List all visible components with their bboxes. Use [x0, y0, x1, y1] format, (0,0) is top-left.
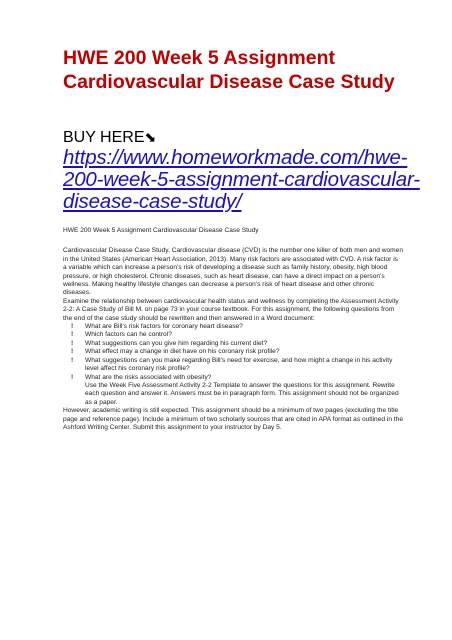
list-item: ! What are the risks associated with obesity? — [71, 373, 212, 381]
bullet-icon: ! — [71, 373, 74, 381]
purchase-link[interactable]: https://www.homeworkmade.com/hwe-200-week-5-assignment-cardiovascular-disease-case-study/ — [63, 146, 420, 213]
template-note: Use the Week Five Assessment Activity 2-2 Template to answer the questions for this assignment. Rewrite each question and answer it. Answers must be in paragraph form. This assignment should not be organized as a paper. — [85, 381, 399, 406]
question-list-last — [63, 374, 403, 382]
closing-paragraph: However, academic writing is still expected. This assignment should be a minimum of two pages (excluding the title page and reference page). Include a minimum of two scholarly sources that are cited in APA format as outlined in the Ashford Writing Center. Submit this assignment to your instructor by Day 5. — [63, 407, 404, 431]
doc-heading: HWE 200 Week 5 Assignment Cardiovascular Disease Case Study — [63, 227, 259, 234]
document-title: HWE 200 Week 5 Assignment Cardiovascular Disease Case Study — [63, 47, 395, 93]
question-continuation: level affect his coronary risk profile? — [85, 365, 190, 373]
examine-paragraph: Examine the relationship between cardiovascular health status and wellness by completing the Assessment Activity 2-2: A Case Study of Bill M. on page 73 in your course textbook. For this assignment, the following questions from the end of the case study should be rewritten and then answered in a Word document: — [63, 297, 399, 322]
bullet-icon: ! — [71, 331, 74, 339]
buy-here-text: BUY HERE — [63, 129, 145, 146]
buy-here-label — [63, 128, 156, 147]
bullet-icon: ! — [71, 356, 74, 364]
list-item: ! What effect may a change in diet have on his coronary risk profile? — [71, 348, 280, 356]
bullet-icon: ! — [71, 339, 74, 347]
list-item: ! What suggestions can you make regarding Bill’s need for exercise, and how might a change in his activity — [71, 356, 393, 364]
bullet-icon: ! — [71, 348, 74, 356]
list-item: ! What are Bill’s risk factors for coronary heart disease? — [71, 323, 243, 331]
intro-paragraph: Cardiovascular Disease Case Study. Cardiovascular disease (CVD) is the number one killer of both men and women in the United States (American Heart Association, 2013). Many risk factors are associated with CVD. A risk factor is a variable which can increase a person’s risk of developing a disease such as family history, obesity, high blood pressure, or high cholesterol. Chronic diseases, such as heart disease, can have a direct impact on a person’s wellness. Making healthy lifestyle changes can decrease a person’s risk of heart disease and other chronic diseases. — [63, 247, 403, 297]
bullet-icon: ! — [71, 323, 74, 331]
arrow-down-right-icon: ⬊ — [144, 129, 157, 145]
question-list — [63, 323, 403, 365]
list-item: ! Which factors can he control? — [71, 331, 172, 339]
document-body — [63, 227, 403, 432]
list-item: ! What suggestions can you give him regarding his current diet? — [71, 339, 268, 347]
